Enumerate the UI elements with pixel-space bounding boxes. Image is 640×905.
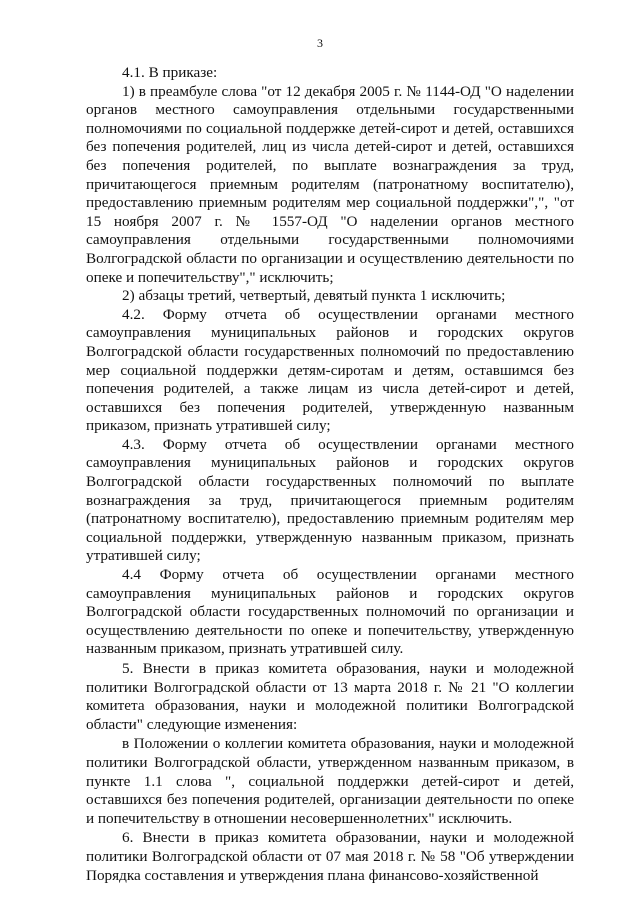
paragraph-4-4: 4.4 Форму отчета об осуществлении органами местного самоуправления муниципальных районов и городских округов Волгоградской области государственных полномочий по организации и осуществлению деятельности по опеке и попечительству, утвержденную названным приказом, признать утратившей силу. bbox=[86, 566, 574, 658]
document-body bbox=[86, 64, 574, 885]
paragraph-4-3: 4.3. Форму отчета об осуществлении органами местного самоуправления муниципальных районов и городских округов Волгоградской области государственных полномочий по выплате вознаграждения за труд, причитающегося приемным родителям (патронатному воспитателю), предоставлению приемным родителям мер социальной поддержки, утвержденную названным приказом, признать утратившей силу; bbox=[86, 435, 574, 565]
paragraph-4-2: 4.2. Форму отчета об осуществлении органами местного самоуправления муниципальных районов и городских округов Волгоградской области государственных полномочий по предоставлению мер социальной поддержки детям-сиротам и детям, оставшимся без попечения родителей, а также лицам из числа детей-сирот и детей, оставшихся без попечения родителей, утвержденную названным приказом, признать утратившей силу; bbox=[86, 305, 574, 435]
paragraph-4-1-heading: 4.1. В приказе: bbox=[122, 64, 218, 81]
paragraph-6: 6. Внести в приказ комитета образовании, науки и молодежной политики Волгоградской области от 07 мая 2018 г. № 58 "Об утверждении Порядка составления и утверждения плана финансово-хозяйственной bbox=[86, 829, 574, 884]
paragraph-5-change: в Положении о коллегии комитета образования, науки и молодежной политики Волгоградской области, утвержденном названным приказом, в пункте 1.1 слова ", социальной поддержки детей-сирот и детей, оставшихся без попечения родителей, организации деятельности по опеке и попечительству в отношении несовершеннолетних" исключить. bbox=[86, 735, 574, 827]
paragraph-4-1-item-2: 2) абзацы третий, четвертый, девятый пункта 1 исключить; bbox=[122, 287, 506, 305]
paragraph-5: 5. Внести в приказ комитета образования, науки и молодежной политики Волгоградской области от 13 марта 2018 г. № 21 "О коллегии комитета образования, науки и молодежной политики Волгоградской области" следующие изменения: bbox=[86, 660, 574, 733]
paragraph-4-1-item-1: 1) в преамбуле слова "от 12 декабря 2005 г. № 1144-ОД "О наделении органов местного самоуправления отдельными государственными полномочиями по социальной поддержке детей-сирот и детей, оставшихся без попечения родителей, лиц из числа детей-сирот и детей, оставшихся без попечения родителей, по выплате вознаграждения за труд, причитающегося приемным родителям (патронатному воспитателю), предоставлению приемным родителям мер социальной поддержки",", "от 15 ноября 2007 г. № 1557-ОД "О наделении органов местного самоуправления отдельными государственными полномочиями Волгоградской области по организации и осуществлению деятельности по опеке и попечительству"," исключить; bbox=[86, 82, 574, 286]
page-number: 3 bbox=[317, 36, 323, 50]
